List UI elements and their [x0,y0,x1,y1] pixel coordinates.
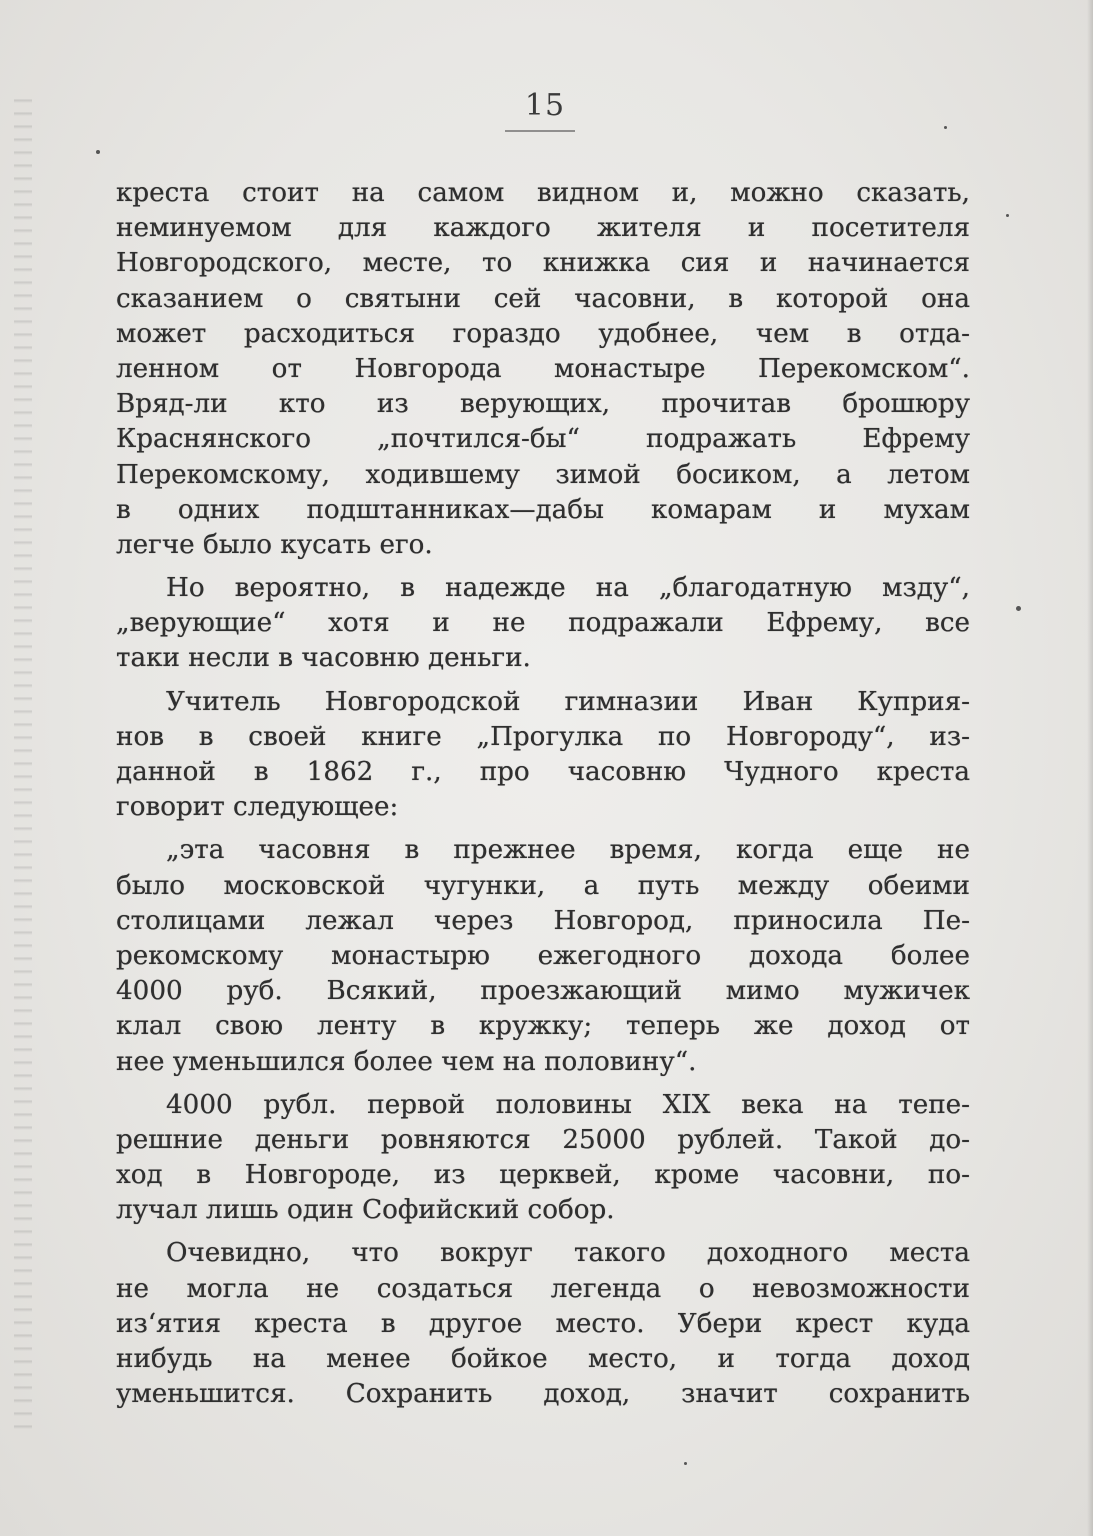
text-line: легче было кусать его. [116,529,433,560]
text-line: из‘ятия креста в другое место. Убери крест куда [116,1308,970,1339]
text-line: „эта часовня в прежнее время, когда еще не [166,835,970,866]
print-speck [96,150,100,154]
text-line: „верующие“ хотя и не подражали Ефрему, все [116,608,970,639]
text-line: рекомскому монастырю ежегодного дохода более [116,940,970,971]
text-line: ленном от Новгорода монастыре Перекомском“. [116,353,970,384]
text-line: может расходиться гораздо удобнее, чем в отда- [116,318,970,349]
text-line: нее уменьшился более чем на половину“. [116,1046,697,1077]
print-speck [1006,214,1009,217]
text-line: таки несли в часовню деньги. [116,643,531,674]
text-line: 4000 рубл. первой половины XIX века на тепе- [166,1089,970,1120]
text-line: Учитель Новгородской гимназии Иван Куприя- [166,686,970,717]
print-speck [944,126,947,129]
text-line: данной в 1862 г., про часовню Чудного креста [116,757,970,787]
text-line: нибудь на менее бойкое место, и тогда доход [116,1344,970,1374]
text-line: решние деньги ровняются 25000 рублей. Такой до- [116,1124,970,1155]
text-line: Перекомскому, ходившему зимой босиком, а летом [116,459,970,490]
text-line: не могла не создаться легенда о невозможности [116,1273,970,1304]
text-line: ход в Новгороде, из церквей, кроме часовни, по- [116,1160,970,1191]
text-line: креста стоит на самом видном и, можно сказать, [116,178,970,208]
text-line: было московской чугунки, а путь между обеими [116,870,970,901]
page-number-underline [505,130,575,132]
text-line: Но вероятно, в надежде на „благодатную мзду“, [166,573,970,604]
text-line: в одних подштанниках—дабы комарам и мухам [116,494,970,525]
text-line: Новгородского, месте, то книжка сия и начинается [116,248,970,279]
text-line: говорит следующее: [116,792,399,823]
text-line: Очевидно, что вокруг такого доходного места [166,1238,970,1269]
text-line: неминуемом для каждого жителя и посетителя [116,213,970,244]
text-line: лучал лишь один Софийский собор. [116,1195,615,1226]
text-line: уменьшится. Сохранить доход, значит сохранить [116,1379,970,1410]
text-line: сказанием о святыни сей часовни, в которой она [116,283,970,314]
text-line: нов в своей книге „Прогулка по Новгороду“, из- [116,721,970,752]
page-edge-shadow [1087,0,1093,1536]
text-line: клал свою ленту в кружку; теперь же доход от [116,1011,970,1042]
binding-edge-marks [14,90,32,1430]
body-text [116,176,970,1412]
text-line: 4000 руб. Всякий, проезжающий мимо мужичек [116,976,970,1007]
text-line: столицами лежал через Новгород, приносила Пе- [116,905,970,936]
text-line: Краснянского „почтился-бы“ подражать Ефрему [116,424,970,455]
print-speck [684,1462,687,1465]
print-speck [1016,606,1021,611]
text-line: Вряд-ли кто из верующих, прочитав брошюру [116,389,970,420]
page-number: 15 [524,88,566,123]
